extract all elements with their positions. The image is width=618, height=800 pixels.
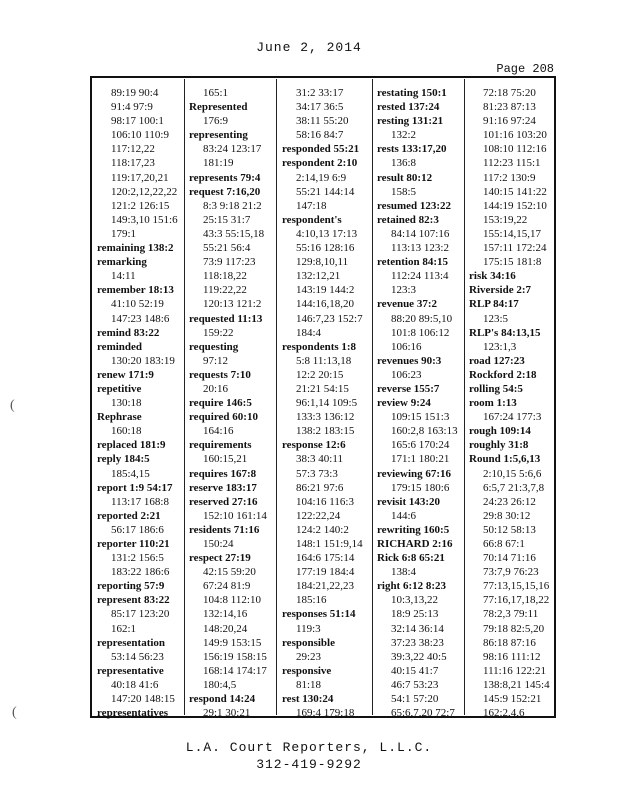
index-column-5 (469, 86, 555, 720)
index-term: revenues 90:3 (377, 354, 442, 367)
index-term: required 60:10 (189, 411, 258, 424)
index-reference: 53:14 56:23 (111, 650, 164, 663)
index-term: revisit 143:20 (377, 495, 441, 508)
index-reference: 136:8 (391, 157, 417, 170)
index-reference: 38:3 40:11 (296, 453, 343, 466)
index-reference: 56:17 186:6 (111, 523, 164, 536)
index-term: requires 167:8 (189, 467, 257, 480)
index-term: Rephrase (97, 411, 142, 424)
index-reference: 117:12,22 (111, 143, 155, 156)
index-reference: 43:3 55:15,18 (203, 227, 265, 240)
index-reference: 101:8 106:12 (391, 326, 450, 339)
index-reference: 181:19 (203, 157, 234, 170)
index-reference: 149:3,10 151:6 (111, 213, 178, 226)
index-reference: 108:10 112:16 (483, 143, 547, 156)
index-column-3 (282, 86, 372, 720)
index-reference: 122:22,24 (296, 509, 341, 522)
margin-mark: ( (10, 398, 15, 413)
index-term: rewriting 160:5 (377, 523, 450, 536)
index-reference: 138:8,21 145:4 (483, 678, 550, 691)
index-reference: 145:9 152:21 (483, 693, 542, 706)
index-reference: 167:24 177:3 (483, 411, 542, 424)
index-term: responsive (282, 664, 332, 677)
index-reference: 29:8 30:12 (483, 509, 531, 522)
index-reference: 180:4,5 (203, 678, 237, 691)
index-term: reply 184:5 (97, 453, 150, 466)
index-term: review 9:24 (377, 397, 431, 410)
index-reference: 113:17 168:8 (111, 495, 169, 508)
index-reference: 5:8 11:13,18 (296, 354, 352, 367)
index-reference: 98:16 111:12 (483, 650, 541, 663)
index-reference: 149:9 153:15 (203, 636, 262, 649)
index-term: RICHARD 2:16 (377, 538, 453, 550)
index-reference: 144:19 152:10 (483, 199, 547, 212)
index-reference: 42:15 59:20 (203, 566, 256, 579)
index-term: residents 71:16 (189, 523, 260, 536)
page-number: Page 208 (496, 62, 554, 76)
index-reference: 175:15 181:8 (483, 256, 542, 269)
index-reference: 2:14,19 6:9 (296, 171, 347, 184)
index-reference: 4:10,13 17:13 (296, 227, 358, 240)
index-reference: 160:18 (111, 425, 142, 438)
index-reference: 106:16 (391, 340, 422, 353)
index-reference: 177:19 184:4 (296, 566, 355, 579)
index-reference: 164:16 (203, 425, 234, 438)
index-term: reporter 110:21 (97, 538, 170, 550)
index-reference: 138:2 183:15 (296, 425, 355, 438)
index-reference: 104:8 112:10 (203, 594, 261, 607)
index-reference: 55:21 56:4 (203, 242, 251, 255)
index-reference: 73:9 117:23 (203, 256, 256, 269)
index-reference: 98:17 100:1 (111, 115, 164, 128)
index-term: Riverside 2:7 (469, 284, 532, 297)
index-reference: 158:5 (391, 185, 417, 198)
index-reference: 130:20 183:19 (111, 354, 175, 367)
index-reference: 77:16,17,18,22 (483, 594, 550, 607)
index-reference: 37:23 38:23 (391, 636, 444, 649)
index-term: require 146:5 (189, 397, 252, 410)
index-reference: 101:16 103:20 (483, 129, 547, 142)
index-term: respondent 2:10 (282, 157, 358, 170)
index-term: reminded (97, 340, 143, 353)
index-term: resumed 123:22 (377, 199, 452, 212)
index-reference: 40:18 41:6 (111, 678, 159, 691)
index-reference: 184:21,22,23 (296, 580, 355, 593)
index-reference: 85:17 123:20 (111, 608, 170, 621)
margin-mark: ( (12, 705, 17, 720)
index-reference: 171:1 180:21 (391, 453, 450, 466)
index-reference: 41:10 52:19 (111, 298, 164, 311)
index-reference: 157:11 172:24 (483, 242, 547, 255)
index-reference: 129:8,10,11 (296, 256, 349, 269)
index-reference: 14:11 (111, 270, 136, 283)
index-reference: 10:3,13,22 (391, 594, 439, 607)
index-reference: 138:4 (391, 566, 417, 579)
index-reference: 12:2 20:15 (296, 368, 344, 381)
index-term: RLP 84:17 (469, 298, 519, 311)
index-reference: 132:12,21 (296, 270, 341, 283)
index-column-4 (377, 86, 464, 720)
index-reference: 91:16 97:24 (483, 115, 536, 128)
index-reference: 169:4 179:18 (296, 707, 355, 720)
index-reference: 162:2,4,6 (483, 707, 525, 720)
index-column-2 (189, 86, 276, 720)
index-reference: 73:7,9 76:23 (483, 566, 539, 579)
index-reference: 140:15 141:22 (483, 185, 547, 198)
index-term: remember 18:13 (97, 284, 174, 297)
index-reference: 91:4 97:9 (111, 101, 153, 114)
index-term: representative (97, 664, 164, 677)
index-term: reviewing 67:16 (377, 467, 452, 480)
index-reference: 6:5,7 21:3,7,8 (483, 481, 545, 494)
index-reference: 66:8 67:1 (483, 538, 525, 550)
index-reference: 179:15 180:6 (391, 481, 450, 494)
index-term: retention 84:15 (377, 256, 448, 269)
index-reference: 118:18,22 (203, 270, 247, 283)
index-reference: 31:2 33:17 (296, 87, 344, 99)
index-reference: 86:21 97:6 (296, 481, 344, 494)
index-term: representing (189, 129, 248, 142)
index-term: report 1:9 54:17 (97, 481, 173, 494)
index-reference: 81:23 87:13 (483, 101, 536, 114)
index-reference: 147:18 (296, 199, 327, 212)
index-reference: 88:20 89:5,10 (391, 312, 453, 325)
index-term: representation (97, 636, 166, 649)
index-term: repetitive (97, 382, 142, 395)
index-term: requesting (189, 340, 239, 353)
index-term: rested 137:24 (377, 101, 440, 114)
index-reference: 83:24 123:17 (203, 143, 262, 156)
index-term: Round 1:5,6,13 (469, 453, 541, 466)
index-term: respond 14:24 (189, 693, 256, 706)
index-reference: 8:3 9:18 21:2 (203, 199, 262, 212)
index-reference: 54:1 57:20 (391, 693, 439, 706)
index-reference: 120:2,12,22,22 (111, 185, 178, 198)
index-reference: 133:3 136:12 (296, 411, 355, 424)
index-reference: 165:1 (203, 87, 229, 99)
index-reference: 150:24 (203, 538, 234, 550)
index-reference: 106:10 110:9 (111, 129, 169, 142)
index-term: revenue 37:2 (377, 298, 437, 311)
index-reference: 179:1 (111, 227, 137, 240)
index-reference: 119:3 (296, 622, 321, 635)
index-term: response 12:6 (282, 439, 346, 452)
index-reference: 32:14 36:14 (391, 622, 444, 635)
index-reference: 29:1 30:21 (203, 707, 251, 720)
index-term: requests 7:10 (189, 368, 251, 381)
index-reference: 72:18 75:20 (483, 87, 536, 99)
index-term: renew 171:9 (97, 368, 154, 381)
index-reference: 29:23 (296, 650, 322, 663)
index-term: reporting 57:9 (97, 580, 165, 593)
index-reference: 162:1 (111, 622, 137, 635)
index-reference: 77:13,15,15,16 (483, 580, 550, 593)
index-reference: 70:14 71:16 (483, 552, 536, 565)
index-term: rolling 54:5 (469, 382, 523, 395)
index-reference: 2:10,15 5:6,6 (483, 467, 542, 480)
index-reference: 78:2,3 79:11 (483, 608, 539, 621)
index-reference: 20:16 (203, 382, 229, 395)
index-term: roughly 31:8 (469, 439, 529, 452)
index-reference: 106:23 (391, 368, 422, 381)
index-term: rough 109:14 (469, 425, 531, 438)
index-term: result 80:12 (377, 171, 433, 184)
index-reference: 132:14,16 (203, 608, 248, 621)
index-reference: 55:16 128:16 (296, 242, 355, 255)
index-reference: 156:19 158:15 (203, 650, 267, 663)
index-reference: 67:24 81:9 (203, 580, 251, 593)
index-reference: 123:1,3 (483, 340, 517, 353)
index-reference: 104:16 116:3 (296, 495, 354, 508)
index-term: requested 11:13 (189, 312, 263, 325)
column-divider (184, 79, 185, 715)
index-reference: 147:23 148:6 (111, 312, 170, 325)
index-reference: 34:17 36:5 (296, 101, 344, 114)
index-reference: 123:5 (483, 312, 509, 325)
index-reference: 112:23 115:1 (483, 157, 541, 170)
footer-phone: 312-419-9292 (256, 757, 362, 772)
index-reference: 184:4 (296, 326, 322, 339)
index-reference: 159:22 (203, 326, 234, 339)
index-term: remind 83:22 (97, 326, 160, 339)
index-reference: 147:20 148:15 (111, 693, 175, 706)
index-reference: 152:10 161:14 (203, 509, 267, 522)
index-reference: 143:19 144:2 (296, 284, 355, 297)
index-term: responsible (282, 636, 335, 649)
index-reference: 155:14,15,17 (483, 227, 542, 240)
index-reference: 153:19,22 (483, 213, 528, 226)
index-reference: 164:6 175:14 (296, 552, 355, 565)
index-term: responded 55:21 (282, 143, 360, 156)
index-term: rests 133:17,20 (377, 143, 447, 156)
index-term: requirements (189, 439, 252, 452)
column-divider (276, 79, 277, 715)
column-divider (372, 79, 373, 715)
index-reference: 148:1 151:9,14 (296, 538, 363, 550)
index-reference: 120:13 121:2 (203, 298, 262, 311)
index-reference: 185:4,15 (111, 467, 150, 480)
index-reference: 25:15 31:7 (203, 213, 251, 226)
index-reference: 118:17,23 (111, 157, 155, 170)
index-reference: 18:9 25:13 (391, 608, 439, 621)
index-term: risk 34:16 (469, 270, 516, 283)
index-term: road 127:23 (469, 354, 525, 367)
index-term: Rick 6:8 65:21 (377, 552, 445, 565)
index-term: respondents 1:8 (282, 340, 357, 353)
index-term: reported 2:21 (97, 509, 161, 522)
index-reference: 50:12 58:13 (483, 523, 536, 536)
index-reference: 112:24 113:4 (391, 270, 449, 283)
index-column-1 (97, 86, 184, 720)
index-term: representatives (97, 707, 169, 720)
index-reference: 131:2 156:5 (111, 552, 164, 565)
index-reference: 111:16 122:21 (483, 664, 547, 677)
index-term: reserved 27:16 (189, 495, 258, 508)
header-date: June 2, 2014 (256, 40, 362, 55)
index-reference: 121:2 126:15 (111, 199, 170, 212)
index-reference: 160:15,21 (203, 453, 248, 466)
index-reference: 132:2 (391, 129, 417, 142)
index-reference: 160:2,8 163:13 (391, 425, 458, 438)
index-reference: 119:22,22 (203, 284, 247, 297)
index-term: reserve 183:17 (189, 481, 257, 494)
index-reference: 84:14 107:16 (391, 227, 450, 240)
index-reference: 55:21 144:14 (296, 185, 355, 198)
index-reference: 185:16 (296, 594, 327, 607)
index-reference: 144:6 (391, 509, 417, 522)
index-reference: 46:7 53:23 (391, 678, 439, 691)
index-term: restating 150:1 (377, 87, 447, 99)
index-reference: 57:3 73:3 (296, 467, 338, 480)
index-reference: 21:21 54:15 (296, 382, 349, 395)
index-reference: 148:20,24 (203, 622, 248, 635)
index-reference: 168:14 174:17 (203, 664, 267, 677)
index-reference: 165:6 170:24 (391, 439, 450, 452)
index-term: represent 83:22 (97, 594, 170, 607)
index-term: represents 79:4 (189, 171, 261, 184)
index-term: reverse 155:7 (377, 382, 440, 395)
index-reference: 97:12 (203, 354, 229, 367)
index-reference: 79:18 82:5,20 (483, 622, 545, 635)
index-reference: 176:9 (203, 115, 229, 128)
index-term: request 7:16,20 (189, 185, 261, 198)
index-reference: 117:2 130:9 (483, 171, 536, 184)
index-term: remaining 138:2 (97, 242, 174, 255)
index-term: retained 82:3 (377, 213, 439, 226)
index-reference: 144:16,18,20 (296, 298, 355, 311)
index-reference: 96:1,14 109:5 (296, 397, 358, 410)
index-reference: 65:6,7,20 72:7 (391, 707, 455, 720)
index-reference: 89:19 90:4 (111, 87, 159, 99)
index-reference: 86:18 87:16 (483, 636, 536, 649)
index-term: right 6:12 8:23 (377, 580, 447, 593)
index-term: replaced 181:9 (97, 439, 166, 452)
column-divider (464, 79, 465, 715)
index-reference: 123:3 (391, 284, 417, 297)
index-reference: 124:2 140:2 (296, 523, 349, 536)
footer-company: L.A. Court Reporters, L.L.C. (185, 740, 433, 755)
index-term: Rockford 2:18 (469, 368, 537, 381)
index-reference: 40:15 41:7 (391, 664, 439, 677)
index-reference: 146:7,23 152:7 (296, 312, 363, 325)
index-reference: 113:13 123:2 (391, 242, 449, 255)
index-reference: 58:16 84:7 (296, 129, 344, 142)
index-term: remarking (97, 256, 147, 269)
index-reference: 130:18 (111, 397, 142, 410)
index-term: room 1:13 (469, 397, 517, 410)
index-term: RLP's 84:13,15 (469, 326, 541, 339)
index-reference: 24:23 26:12 (483, 495, 536, 508)
index-term: Represented (189, 101, 248, 114)
index-reference: 38:11 55:20 (296, 115, 349, 128)
index-reference: 119:17,20,21 (111, 171, 169, 184)
index-term: respondent's (282, 213, 342, 226)
index-term: rest 130:24 (282, 693, 334, 706)
index-term: responses 51:14 (282, 608, 356, 621)
index-term: respect 27:19 (189, 552, 251, 565)
index-reference: 39:3,22 40:5 (391, 650, 447, 663)
index-reference: 183:22 186:6 (111, 566, 170, 579)
index-reference: 109:15 151:3 (391, 411, 450, 424)
index-term: resting 131:21 (377, 115, 444, 128)
index-reference: 81:18 (296, 678, 322, 691)
